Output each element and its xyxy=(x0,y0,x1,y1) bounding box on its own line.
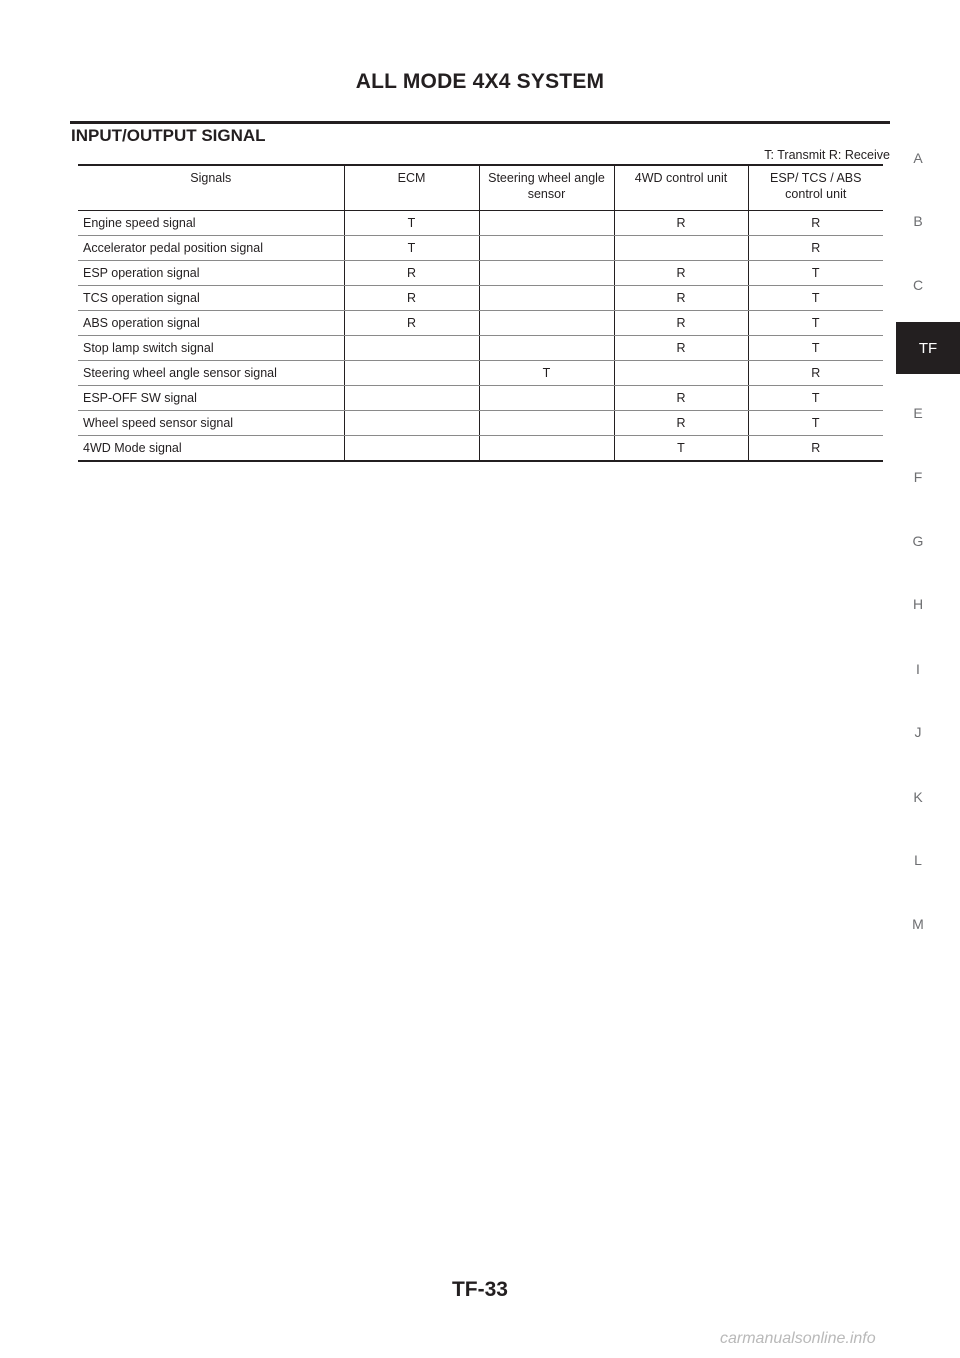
side-index-letter-m[interactable]: M xyxy=(912,916,924,932)
side-index-letter-j[interactable]: J xyxy=(914,724,922,740)
steering-sensor-cell xyxy=(479,236,614,261)
side-index-tab-tf[interactable]: TF xyxy=(896,322,960,374)
steering-sensor-cell: T xyxy=(479,361,614,386)
signal-name-cell: Engine speed signal xyxy=(78,211,344,236)
4wd-control-unit-cell: R xyxy=(614,411,748,436)
side-index-letter-l[interactable]: L xyxy=(914,852,922,868)
table-row xyxy=(78,361,883,386)
side-index-letter-k[interactable]: K xyxy=(913,789,923,805)
table-row xyxy=(78,261,883,286)
page-header-title: ALL MODE 4X4 SYSTEM xyxy=(355,70,605,93)
ecm-cell: R xyxy=(344,261,479,286)
4wd-control-unit-cell xyxy=(614,361,748,386)
steering-sensor-cell xyxy=(479,311,614,336)
ecm-cell: R xyxy=(344,286,479,311)
signal-name-cell: ESP operation signal xyxy=(78,261,344,286)
signal-name-cell: TCS operation signal xyxy=(78,286,344,311)
4wd-control-unit-cell: R xyxy=(614,261,748,286)
steering-sensor-cell xyxy=(479,261,614,286)
table-row xyxy=(78,311,883,336)
side-index-letter-g[interactable]: G xyxy=(912,533,924,549)
table-row xyxy=(78,286,883,311)
signal-name-cell: 4WD Mode signal xyxy=(78,436,344,462)
signal-legend: T: Transmit R: Receive xyxy=(764,148,890,162)
table-row xyxy=(78,211,883,236)
esp-control-unit-cell: R xyxy=(748,236,883,261)
ecm-cell xyxy=(344,411,479,436)
4wd-control-unit-cell: R xyxy=(614,211,748,236)
esp-control-unit-cell: T xyxy=(748,311,883,336)
page-number: TF-33 xyxy=(451,1278,508,1301)
side-index-letter-a[interactable]: A xyxy=(913,150,923,166)
watermark-text: carmanualsonline.info xyxy=(720,1330,876,1347)
side-index-letter-e[interactable]: E xyxy=(913,405,923,421)
steering-sensor-cell xyxy=(479,286,614,311)
esp-control-unit-cell: R xyxy=(748,436,883,462)
side-index-letter-c[interactable]: C xyxy=(912,277,924,293)
ecm-cell: T xyxy=(344,211,479,236)
ecm-cell: R xyxy=(344,311,479,336)
table-row xyxy=(78,386,883,411)
column-header-ecm: ECM xyxy=(344,165,479,211)
signal-name-cell: ABS operation signal xyxy=(78,311,344,336)
esp-control-unit-cell: T xyxy=(748,286,883,311)
side-index-letter-f[interactable]: F xyxy=(913,469,923,485)
4wd-control-unit-cell: R xyxy=(614,311,748,336)
side-index-letter-i[interactable]: I xyxy=(916,661,920,677)
table-header-row xyxy=(78,165,883,211)
4wd-control-unit-cell: R xyxy=(614,336,748,361)
side-index xyxy=(896,0,960,1358)
esp-control-unit-cell: T xyxy=(748,411,883,436)
steering-sensor-cell xyxy=(479,336,614,361)
esp-control-unit-cell: R xyxy=(748,211,883,236)
esp-control-unit-cell: T xyxy=(748,386,883,411)
table-row xyxy=(78,436,883,462)
signal-name-cell: ESP-OFF SW signal xyxy=(78,386,344,411)
table-row xyxy=(78,336,883,361)
steering-sensor-cell xyxy=(479,211,614,236)
steering-sensor-cell xyxy=(479,386,614,411)
4wd-control-unit-cell: T xyxy=(614,436,748,462)
ecm-cell xyxy=(344,436,479,462)
4wd-control-unit-cell: R xyxy=(614,286,748,311)
ecm-cell xyxy=(344,361,479,386)
side-index-letter-h[interactable]: H xyxy=(912,596,924,612)
esp-control-unit-cell: T xyxy=(748,261,883,286)
steering-sensor-cell xyxy=(479,436,614,462)
section-title: INPUT/OUTPUT SIGNAL xyxy=(71,126,266,145)
table-row xyxy=(78,236,883,261)
header-rule xyxy=(70,121,890,124)
ecm-cell: T xyxy=(344,236,479,261)
column-header-esp-control-unit: ESP/ TCS / ABS control unit xyxy=(748,165,883,211)
ecm-cell xyxy=(344,336,479,361)
esp-control-unit-cell: T xyxy=(748,336,883,361)
signal-name-cell: Accelerator pedal position signal xyxy=(78,236,344,261)
signal-name-cell: Steering wheel angle sensor signal xyxy=(78,361,344,386)
4wd-control-unit-cell: R xyxy=(614,386,748,411)
signal-name-cell: Stop lamp switch signal xyxy=(78,336,344,361)
signal-table xyxy=(78,164,883,462)
esp-control-unit-cell: R xyxy=(748,361,883,386)
signal-name-cell: Wheel speed sensor signal xyxy=(78,411,344,436)
steering-sensor-cell xyxy=(479,411,614,436)
table-row xyxy=(78,411,883,436)
column-header-4wd-control-unit: 4WD control unit xyxy=(614,165,748,211)
4wd-control-unit-cell xyxy=(614,236,748,261)
column-header-steering-sensor: Steering wheel angle sensor xyxy=(479,165,614,211)
ecm-cell xyxy=(344,386,479,411)
column-header-signals: Signals xyxy=(78,165,344,211)
side-index-letter-b[interactable]: B xyxy=(913,213,923,229)
